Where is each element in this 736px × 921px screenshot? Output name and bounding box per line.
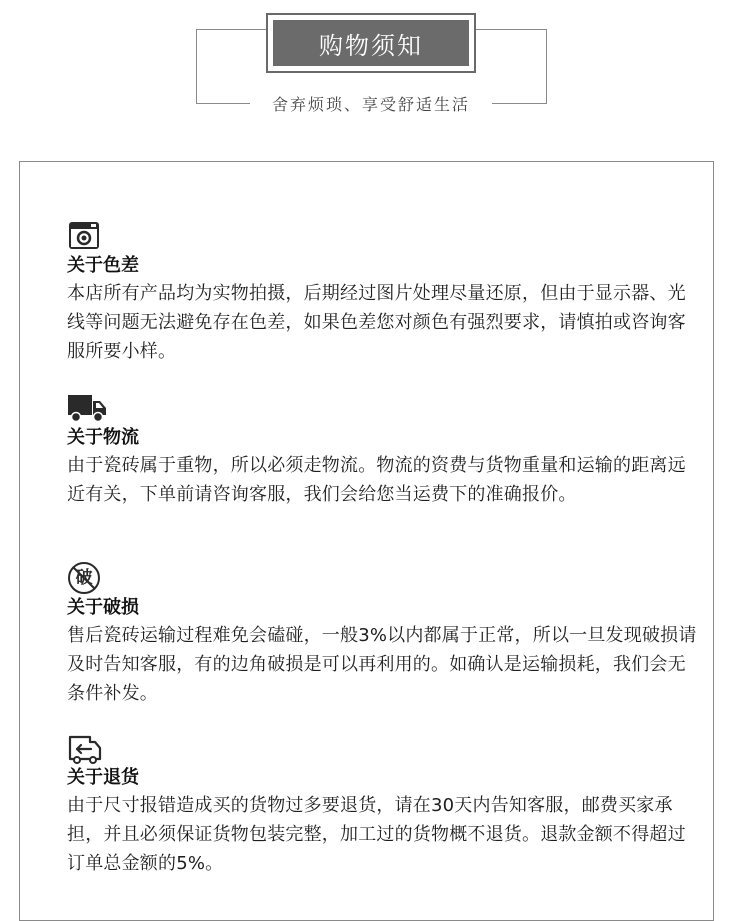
truck-icon	[67, 391, 107, 425]
section-text: 由于瓷砖属于重物，所以必须走物流。物流的资费与货物重量和运输的距离远近有关，下单前请咨询客服，我们会给您当运费下的准确报价。	[67, 455, 686, 505]
section-title: 关于退货	[67, 767, 139, 788]
page-subtitle: 舍弃烦琐、享受舒适生活	[250, 92, 492, 115]
section-text: 本店所有产品均为实物拍摄，后期经过图片处理尽量还原，但由于显示器、光线等问题无法避免存在色差，如果色差您对颜色有强烈要求，请慎拍或咨询客服所要小样。	[67, 283, 686, 362]
section-breakage	[67, 561, 697, 708]
section-title: 关于物流	[67, 427, 139, 448]
section-text: 售后瓷砖运输过程难免会磕碰，一般3%以内都属于正常，所以一旦发现破损请及时告知客服，有的边角破损是可以再利用的。如确认是运输损耗，我们会无条件补发。	[67, 625, 697, 704]
header-frame-left	[196, 29, 197, 103]
section-logistics	[67, 391, 697, 509]
header-frame-top-left	[196, 29, 266, 30]
header-frame-right	[546, 29, 547, 103]
header-frame-bottom-right	[486, 103, 547, 104]
page-title: 购物须知	[273, 20, 469, 66]
section-color-difference	[67, 219, 697, 366]
broken-icon	[67, 561, 101, 595]
section-text: 由于尺寸报错造成买的货物过多要退货，请在30天内告知客服，邮费买家承担，并且必须保证货物包装完整，加工过的货物概不退货。退款金额不得超过订单总金额的5%。	[67, 795, 686, 874]
broken-icon-glyph: 破	[75, 568, 93, 588]
camera-icon	[67, 219, 101, 253]
return-icon	[67, 731, 103, 765]
header-frame-top-right	[476, 29, 546, 30]
header-frame-bottom-left	[196, 103, 256, 104]
section-returns	[67, 731, 697, 878]
section-title: 关于色差	[67, 255, 139, 276]
title-box	[266, 13, 476, 73]
section-title: 关于破损	[67, 597, 139, 618]
